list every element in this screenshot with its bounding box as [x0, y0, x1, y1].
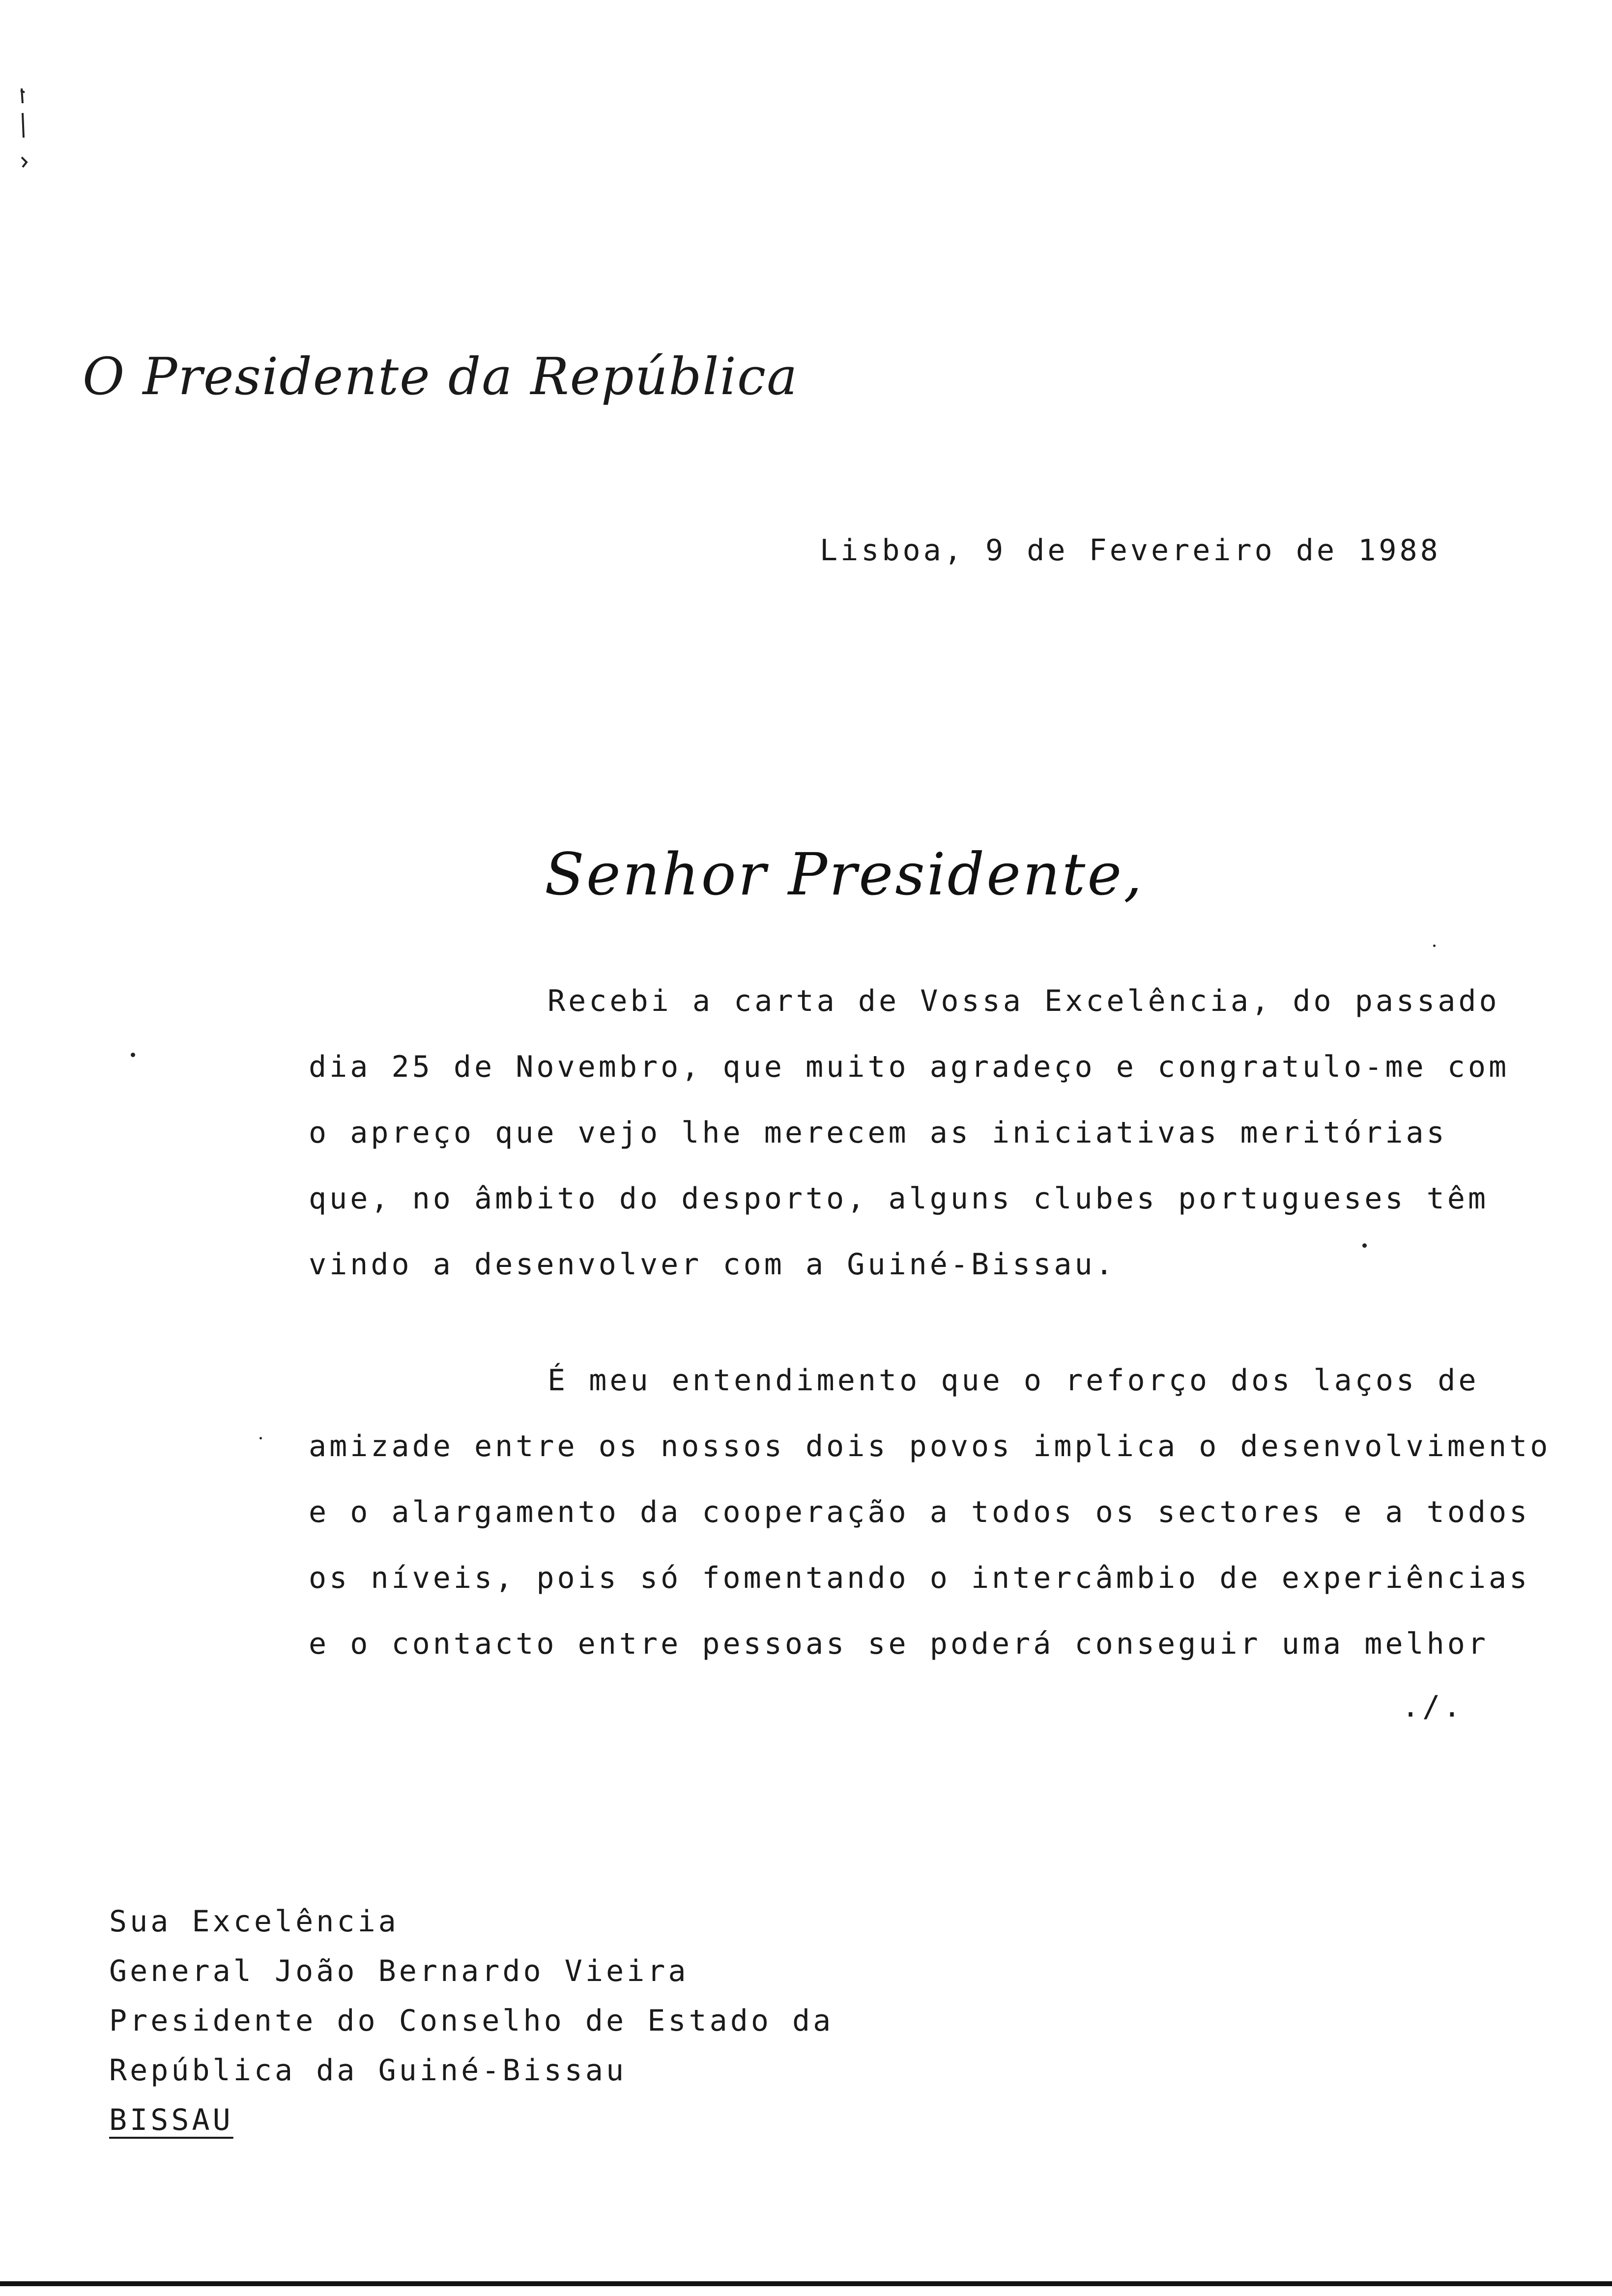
paragraph-line: É meu entendimento que o reforço dos laços de [547, 1363, 1479, 1398]
paragraph-line: e o alargamento da cooperação a todos os sectores e a todos [309, 1495, 1530, 1529]
scan-speck [131, 1053, 135, 1057]
paragraph-line: Recebi a carta de Vossa Excelência, do passado [547, 984, 1500, 1018]
scan-speck [259, 1437, 262, 1439]
paragraph-2 [309, 1348, 1551, 1677]
bottom-rule [0, 2281, 1612, 2286]
paragraph-line: o apreço que vejo lhe merecem as iniciativas meritórias [309, 1116, 1447, 1150]
paragraph-line: amizade entre os nossos dois povos implica o desenvolvimento [309, 1429, 1551, 1464]
scan-speck [1362, 1243, 1367, 1248]
letterhead-title: O Presidente da República [83, 346, 799, 406]
handwritten-salutation: Senhor Presidente, [545, 840, 1144, 908]
address-city: BISSAU [109, 2103, 233, 2137]
paragraph-line: que, no âmbito do desporto, alguns clubes portugueses têm [309, 1181, 1489, 1216]
paragraph-line: os níveis, pois só fomentando o intercâmbio de experiências [309, 1561, 1530, 1595]
scan-speck [1433, 945, 1436, 947]
margin-mark-icon [18, 84, 32, 182]
paragraph-1 [309, 968, 1508, 1297]
paragraph-line: e o contacto entre pessoas se poderá conseguir uma melhor [309, 1627, 1489, 1661]
address-line: Sua Excelência [109, 1904, 399, 1939]
continuation-mark: ./. [1402, 1690, 1464, 1724]
address-line: General João Bernardo Vieira [109, 1954, 689, 1988]
recipient-address [109, 1897, 834, 2145]
address-line: Presidente do Conselho de Estado da [109, 2004, 834, 2038]
dateline: Lisboa, 9 de Fevereiro de 1988 [820, 533, 1441, 568]
paragraph-line: vindo a desenvolver com a Guiné-Bissau. [309, 1247, 1116, 1282]
paragraph-line: dia 25 de Novembro, que muito agradeço e congratulo-me com [309, 1050, 1510, 1084]
address-line: República da Guiné-Bissau [109, 2053, 627, 2088]
